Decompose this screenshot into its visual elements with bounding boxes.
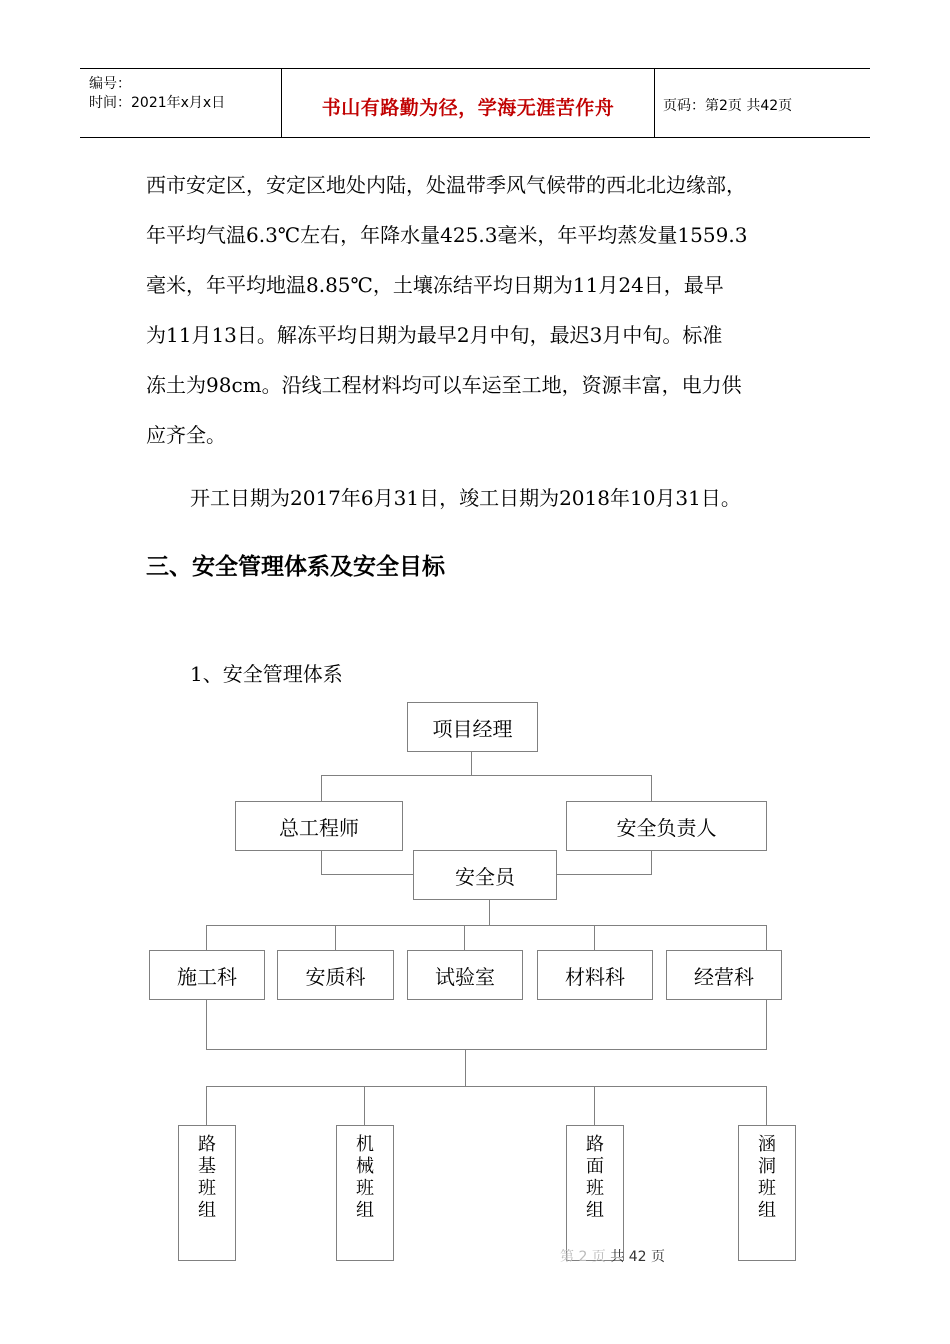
org-box-department: 安质科 bbox=[277, 950, 394, 1000]
section-heading: 三、安全管理体系及安全目标 bbox=[146, 554, 445, 580]
footer-page-faded: 第 2 页 bbox=[560, 1249, 606, 1265]
header-page-cell bbox=[654, 69, 870, 137]
team-char: 机 bbox=[356, 1134, 374, 1155]
connector-line bbox=[206, 1086, 767, 1087]
connector-line bbox=[321, 775, 652, 776]
connector-line bbox=[651, 775, 652, 801]
connector-line bbox=[471, 751, 472, 775]
team-char: 洞 bbox=[758, 1156, 776, 1177]
connector-line bbox=[206, 1086, 207, 1125]
org-box-team-culvert bbox=[738, 1125, 796, 1261]
team-char: 涵 bbox=[758, 1134, 776, 1155]
org-box-department: 经营科 bbox=[666, 950, 782, 1000]
connector-line bbox=[766, 999, 767, 1049]
subsection-heading: 1、安全管理体系 bbox=[190, 662, 343, 686]
org-box-team-pavement bbox=[566, 1125, 624, 1261]
org-box-department: 试验室 bbox=[407, 950, 523, 1000]
connector-line bbox=[766, 925, 767, 950]
serial-label: 编号： bbox=[89, 76, 131, 92]
motto: 书山有路勤为径，学海无涯苦作舟 bbox=[321, 97, 615, 119]
paragraph-line: 应齐全。 bbox=[146, 423, 226, 447]
paragraph-line: 为11月13日。解冻平均日期为最早2月中旬，最迟3月中旬。标准 bbox=[146, 323, 723, 347]
paragraph-dates: 开工日期为2017年6月31日，竣工日期为2018年10月31日。 bbox=[190, 486, 741, 510]
connector-line bbox=[321, 874, 413, 875]
org-box-chief-engineer: 总工程师 bbox=[235, 801, 403, 851]
org-box-team-roadbed bbox=[178, 1125, 236, 1261]
team-char: 班 bbox=[758, 1178, 776, 1199]
paragraph-line: 毫米，年平均地温8.85℃，土壤冻结平均日期为11月24日，最早 bbox=[146, 273, 724, 297]
document-header bbox=[80, 68, 870, 138]
org-box-safety-head: 安全负责人 bbox=[566, 801, 767, 851]
connector-line bbox=[465, 1049, 466, 1086]
connector-line bbox=[766, 1086, 767, 1125]
org-box-department: 材料科 bbox=[537, 950, 653, 1000]
org-box-project-manager: 项目经理 bbox=[407, 702, 538, 752]
team-char: 基 bbox=[198, 1156, 216, 1177]
team-char: 面 bbox=[586, 1156, 604, 1177]
team-char: 路 bbox=[198, 1134, 216, 1155]
paragraph-line: 冻土为98cm。沿线工程材料均可以车运至工地，资源丰富，电力供 bbox=[146, 373, 742, 397]
connector-line bbox=[594, 1086, 595, 1125]
team-char: 班 bbox=[198, 1178, 216, 1199]
header-meta-cell bbox=[80, 69, 281, 137]
paragraph-line: 年平均气温6.3℃左右，年降水量425.3毫米，年平均蒸发量1559.3 bbox=[146, 223, 748, 247]
page-footer bbox=[560, 1246, 665, 1266]
team-char: 路 bbox=[586, 1134, 604, 1155]
team-char: 班 bbox=[356, 1178, 374, 1199]
team-char: 械 bbox=[356, 1156, 374, 1177]
connector-line bbox=[321, 775, 322, 801]
org-box-department: 施工科 bbox=[149, 950, 265, 1000]
team-char: 组 bbox=[356, 1200, 374, 1221]
org-box-team-machinery bbox=[336, 1125, 394, 1261]
footer-page-total: 共 42 页 bbox=[610, 1249, 665, 1265]
header-motto-cell bbox=[281, 69, 655, 137]
connector-line bbox=[364, 1086, 365, 1125]
connector-line bbox=[464, 925, 465, 950]
team-char: 组 bbox=[586, 1200, 604, 1221]
connector-line bbox=[556, 874, 652, 875]
connector-line bbox=[651, 850, 652, 875]
connector-line bbox=[206, 999, 207, 1049]
connector-line bbox=[321, 850, 322, 875]
team-char: 班 bbox=[586, 1178, 604, 1199]
time-label: 时间：2021年x月x日 bbox=[89, 95, 226, 111]
page-info: 页码：第2页 共42页 bbox=[663, 98, 793, 114]
org-box-safety-officer: 安全员 bbox=[413, 850, 557, 900]
connector-line bbox=[594, 925, 595, 950]
connector-line bbox=[206, 925, 207, 950]
team-char: 组 bbox=[758, 1200, 776, 1221]
paragraph-line: 西市安定区，安定区地处内陆，处温带季风气候带的西北北边缘部， bbox=[146, 173, 746, 197]
connector-line bbox=[335, 925, 336, 950]
connector-line bbox=[206, 925, 767, 926]
paragraph-climate bbox=[146, 160, 826, 460]
team-char: 组 bbox=[198, 1200, 216, 1221]
connector-line bbox=[206, 1049, 767, 1050]
connector-line bbox=[489, 899, 490, 925]
